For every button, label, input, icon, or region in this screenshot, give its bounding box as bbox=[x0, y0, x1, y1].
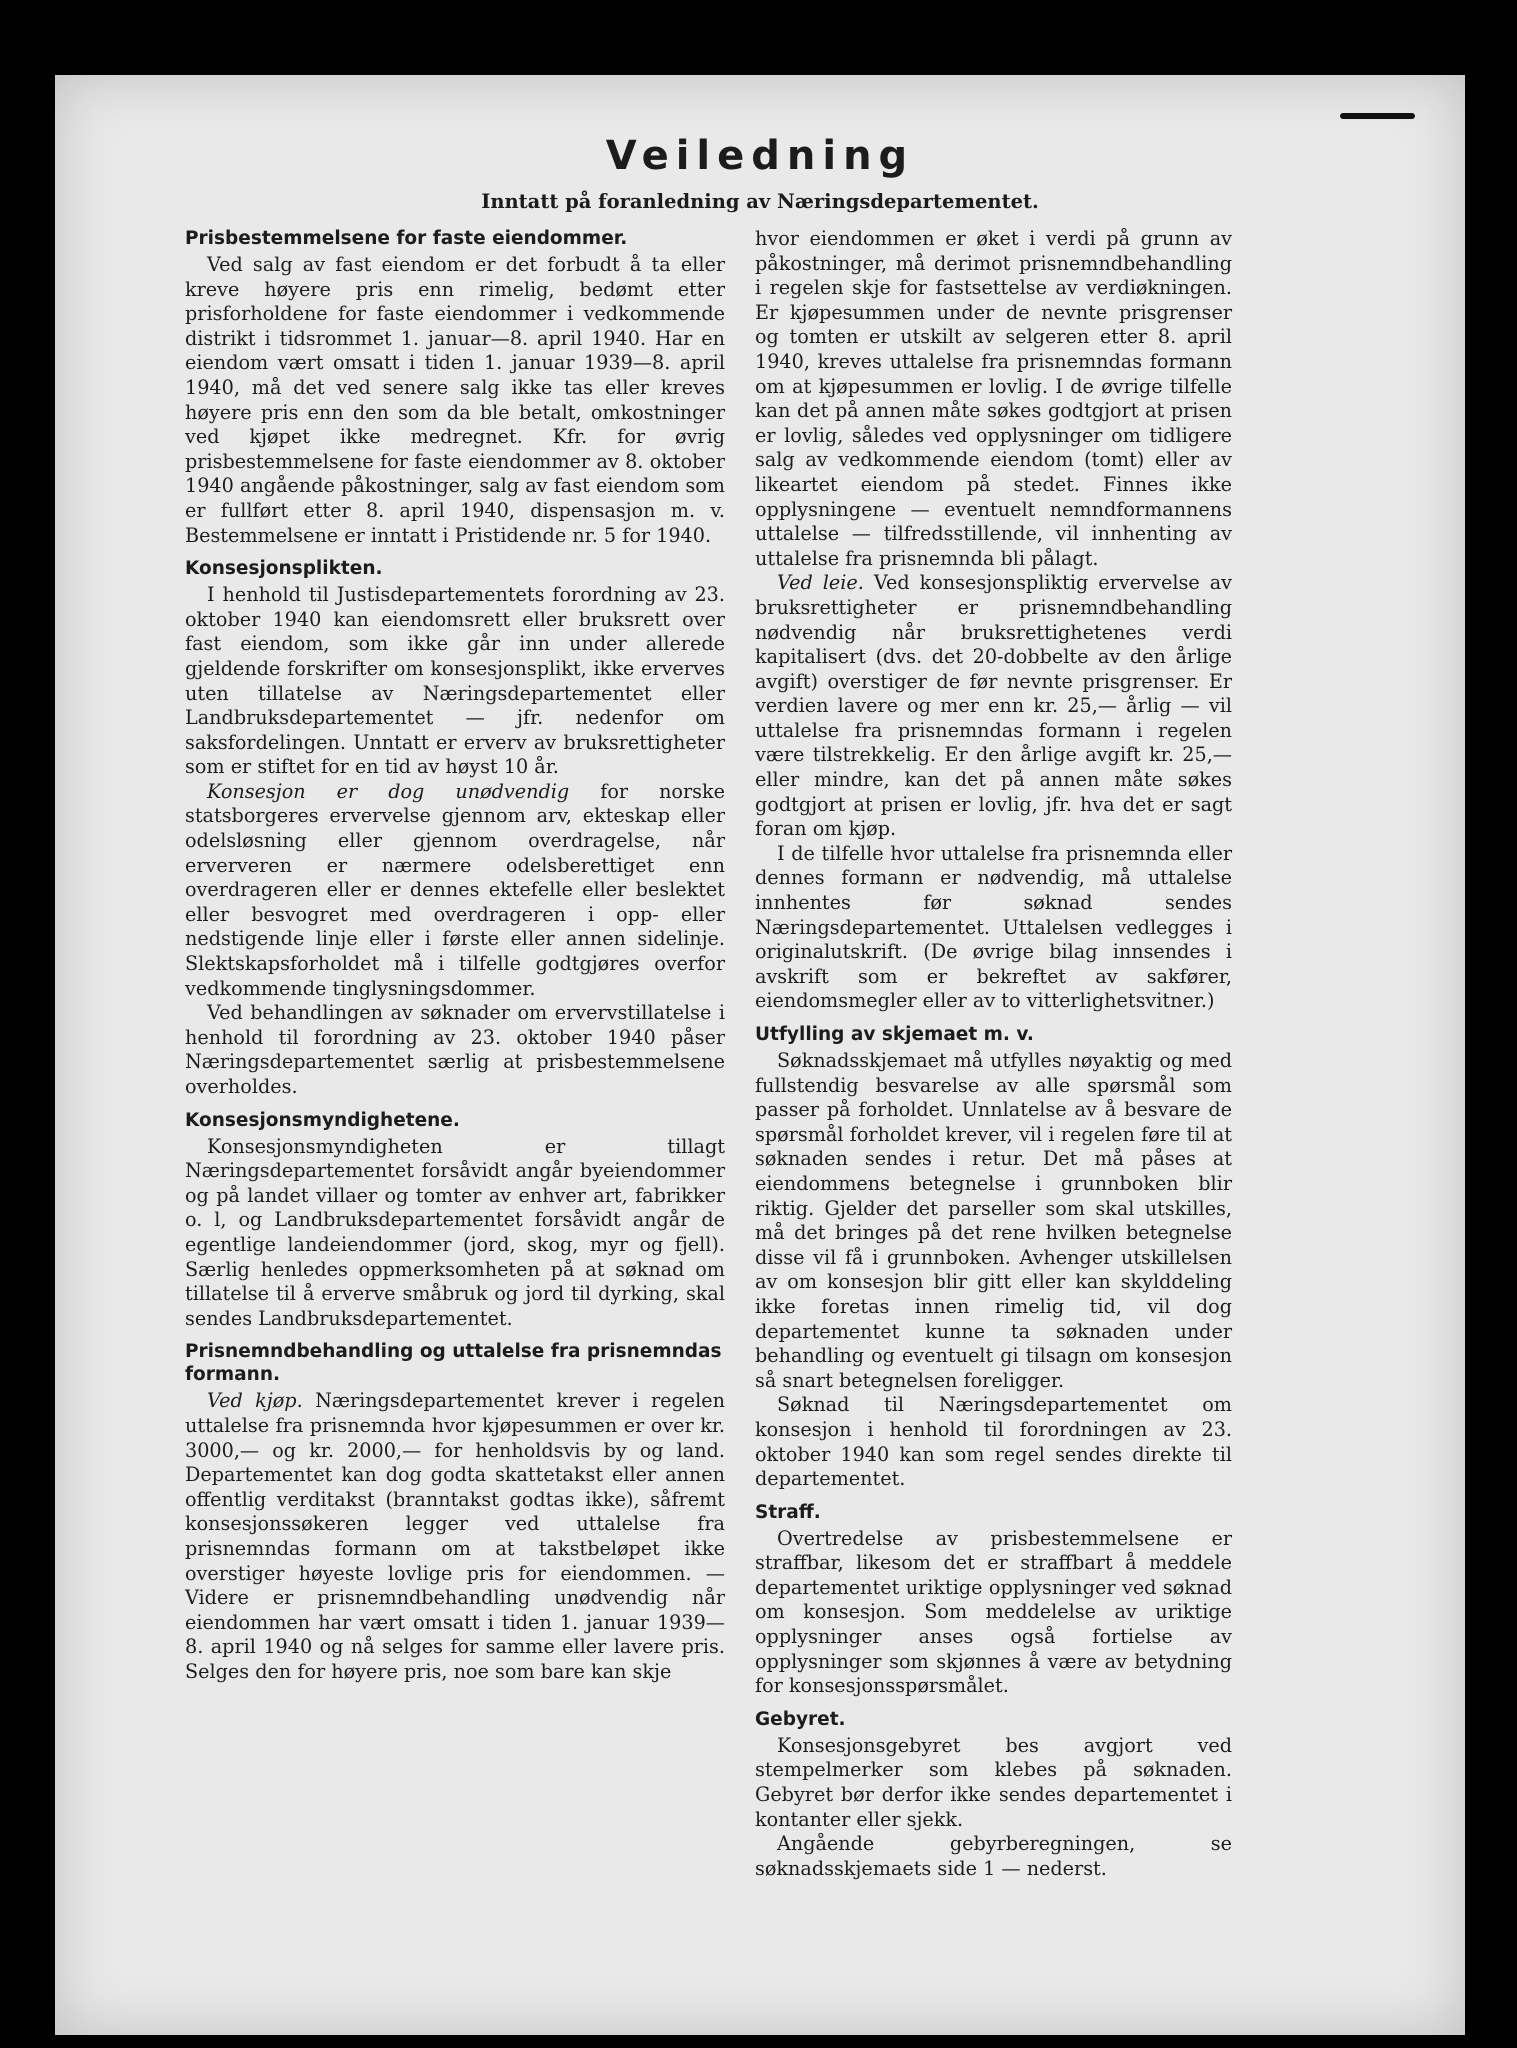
body-paragraph bbox=[185, 583, 725, 780]
corner-dash-mark bbox=[1340, 113, 1415, 119]
body-paragraph bbox=[755, 842, 1232, 1014]
body-paragraph bbox=[755, 1734, 1232, 1832]
paragraph-text: I henhold til Justisdepartementets forordning av 23. oktober 1940 kan eiendomsrett eller bruksrett over fast eiendom, som ikke går inn under allerede gjeldende forskrifter om konsesjonsplikt, ikke erverves uten tillatelse av Næringsdepartementet eller Landbruksdepartementet — jfr. nedenfor om saksfordelingen. Unntatt er erverv av bruksrettigheter som er stiftet for en tid av høyst 10 år. bbox=[185, 583, 725, 779]
body-paragraph bbox=[755, 1393, 1232, 1491]
body-paragraph bbox=[755, 571, 1232, 842]
section-heading: Utfylling av skjemaet m. v. bbox=[755, 1024, 1034, 1045]
body-paragraph bbox=[185, 1135, 725, 1332]
body-paragraph bbox=[755, 1049, 1232, 1393]
paragraph-text: Ved konsesjonspliktig ervervelse av bruksrettigheter er prisnemndbehandling nødvendig når bruksrettighetenes verdi kapitalisert (dvs. det 20-dobbelte av den årlige avgift) overstiger de før nevnte prisgrenser. Er verdien lavere og mer enn kr. 25,— årlig — vil uttalelse fra prisnemndas formann i regelen være tilstrekkelig. Er den årlige avgift kr. 25,— eller mindre, kan det på annen måte søkes godtgjort at prisen er lovlig, jfr. hva det er sagt foran om kjøp. bbox=[755, 571, 1232, 841]
paragraph-text: Næringsdepartementet krever i regelen uttalelse fra prisnemnda hvor kjøpesummen er over kr. 3000,— og kr. 2000,— for henholdsvis by og land. Departementet kan dog godta skattetakst eller annen offentlig verditakst (branntakst godtas ikke), såfremt konsesjonssøkeren legger ved uttalelse fra prisnemndas formann om at takstbeløpet ikke overstiger høyeste lovlige pris for eiendommen. — Videre er prisnemndbehandling unødvendig når eiendommen har vært omsatt i tiden 1. januar 1939—8. april 1940 og nå selges for samme eller lavere pris. Selges den for høyere pris, noe som bare kan skje bbox=[185, 1389, 725, 1683]
left-column bbox=[185, 227, 725, 1684]
section-heading: Konsesjonsmyndighetene. bbox=[185, 1109, 460, 1131]
right-column bbox=[755, 227, 1232, 1881]
body-paragraph bbox=[185, 780, 725, 1001]
body-paragraph bbox=[185, 253, 725, 548]
body-paragraph bbox=[185, 1389, 725, 1684]
page-subtitle: Inntatt på foranledning av Næringsdepartementet. bbox=[481, 190, 1039, 213]
section-heading: Gebyret. bbox=[755, 1708, 846, 1730]
page-title: Veiledning bbox=[605, 133, 915, 179]
section-heading: Konsesjonsplikten. bbox=[185, 558, 383, 580]
paragraph-lead: Ved kjøp. bbox=[207, 1389, 303, 1413]
section-heading: Straff. bbox=[755, 1501, 821, 1523]
paragraph-text: Søknad til Næringsdepartementet om konsesjon i henhold til forordningen av 23. oktober 1940 kan som regel sendes direkte til departementet. bbox=[755, 1393, 1232, 1491]
body-paragraph bbox=[755, 227, 1232, 571]
paragraph-text: I de tilfelle hvor uttalelse fra prisnemnda eller dennes formann er nødvendig, må uttalelse innhentes før søknad sendes Næringsdepartementet. Uttalelsen vedlegges i originalutskrift. (De øvrige bilag innsendes i avskrift som er bekreftet av sakfører, eiendomsmegler eller av to vitterlighetsvitner.) bbox=[755, 841, 1232, 1013]
body-paragraph bbox=[755, 1527, 1232, 1699]
paragraph-text: Konsesjonsmyndigheten er tillagt Næringsdepartementet forsåvidt angår byeiendommer og på landet villaer og tomter av enhver art, fabrikker o. l, og Landbruksdepartementet forsåvidt angår de egentlige landeiendommer (jord, skog, myr og fjell). Særlig henledes oppmerksomheten på at søknad om tillatelse til å erverve småbruk og jord til dyrking, skal sendes Landbruksdepartementet. bbox=[185, 1134, 725, 1330]
paragraph-text: Søknadsskjemaet må utfylles nøyaktig og med fullstendig besvarelse av alle spørsmål som passer på forholdet. Unnlatelse av å besvare de spørsmål forholdet krever, vil i regelen føre til at søknaden sendes i retur. Det må påses at eiendommens betegnelse i grunnboken blir riktig. Gjelder det parseller som skal utskilles, må det bringes på det rene hvilken betegnelse disse vil få i grunnboken. Avhenger utskillelsen av om konsesjon blir gitt eller kan skylddeling ikke foretas innen rimelig tid, vil dog departementet kunne ta søknaden under behandling og eventuelt gi tilsagn om konsesjon så snart betegnelsen foreligger. bbox=[755, 1049, 1232, 1392]
paragraph-text: Ved behandlingen av søknader om ervervstillatelse i henhold til forordning av 23. oktober 1940 påser Næringsdepartementet særlig at prisbestemmelsene overholdes. bbox=[185, 1001, 725, 1098]
paragraph-text: for norske statsborgeres ervervelse gjennom arv, ekteskap eller odelsløsning eller gjennom overdragelse, når erververen er nærmere odelsberettiget enn overdrageren eller er dennes ektefelle eller beslektet eller besvogret med overdrageren i opp- eller nedstigende linje eller i første eller annen sidelinje. Slektskapsforholdet må i tilfelle godtgjøres overfor vedkommende tinglysningsdommer. bbox=[185, 779, 725, 1000]
paragraph-text: Konsesjonsgebyret bes avgjort ved stempelmerker som klebes på søknaden. Gebyret bør derfor ikke sendes departementet i kontanter eller sjekk. bbox=[755, 1733, 1232, 1831]
section-heading: Prisnemndbehandling og uttalelse fra prisnemndas formann. bbox=[185, 1341, 722, 1386]
paragraph-text: Ved salg av fast eiendom er det forbudt å ta eller kreve høyere pris enn rimelig, bedømt etter prisforholdene for faste eiendommer i vedkommende distrikt i tidsrommet 1. januar—8. april 1940. Har en eiendom vært omsatt i tiden 1. januar 1939—8. april 1940, må det ved senere salg ikke tas eller kreves høyere pris enn den som da ble betalt, omkostninger ved kjøpet ikke medregnet. Kfr. for øvrig prisbestemmelsene for faste eiendommer av 8. oktober 1940 angående påkostninger, salg av fast eiendom som er fullført etter 8. april 1940, dispensasjon m. v. Bestemmelsene er inntatt i Pristidende nr. 5 for 1940. bbox=[185, 253, 725, 547]
body-paragraph bbox=[185, 1001, 725, 1099]
paragraph-text: Overtredelse av prisbestemmelsene er straffbar, likesom det er straffbart å meddele departementet uriktige opplysninger ved søknad om konsesjon. Som meddelelse av uriktige opplysninger anses også fortielse av opplysninger som skjønnes å være av betydning for konsesjonsspørsmålet. bbox=[755, 1526, 1232, 1698]
paragraph-lead: Konsesjon er dog unødvendig bbox=[207, 779, 570, 803]
section-heading: Prisbestemmelsene for faste eiendommer. bbox=[185, 228, 628, 249]
paragraph-lead: Ved leie. bbox=[777, 571, 864, 595]
document-page bbox=[55, 75, 1465, 2035]
body-paragraph bbox=[755, 1832, 1232, 1881]
paragraph-text: Angående gebyrberegningen, se søknadsskjemaets side 1 — nederst. bbox=[755, 1832, 1232, 1880]
paragraph-text: hvor eiendommen er øket i verdi på grunn av påkostninger, må derimot prisnemndbehandling i regelen skje for fastsettelse av verdiøkningen. Er kjøpesummen under de nevnte prisgrenser og tomten er utskilt av selgeren etter 8. april 1940, kreves uttalelse fra prisnemndas formann om at kjøpesummen er lovlig. I de øvrige tilfelle kan det på annen måte søkes godtgjort at prisen er lovlig, således ved opplysninger om tidligere salg av vedkommende eiendom (tomt) eller av likeartet eiendom på stedet. Finnes ikke opplysningene — eventuelt nemndformannens uttalelse — tilfredsstillende, vil innhenting av uttalelse fra prisnemnda bli pålagt. bbox=[755, 227, 1232, 570]
